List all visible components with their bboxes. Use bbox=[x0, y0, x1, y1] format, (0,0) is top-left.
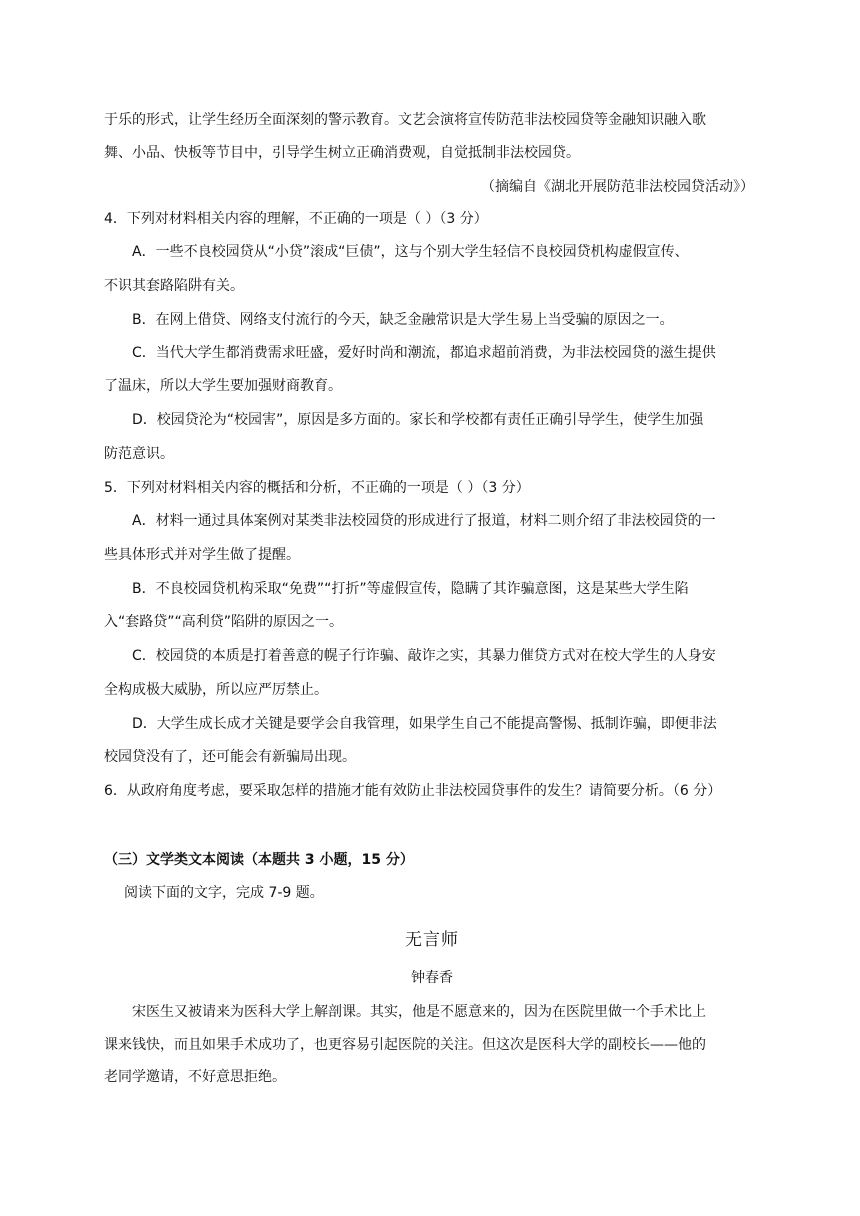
section-heading: （三）文学类文本阅读（本题共 3 小题，15 分） bbox=[104, 852, 414, 868]
story-paragraph-line: 宋医生又被请来为医科大学上解剖课。其实，他是不愿意来的，因为在医院里做一个手术比上 bbox=[132, 1004, 706, 1020]
question-6-stem: 6．从政府角度考虑，要采取怎样的措施才能有效防止非法校园贷事件的发生？请简要分析。（6 分） bbox=[104, 783, 722, 799]
article-source: （摘编自《湖北开展防范非法校园贷活动》） bbox=[481, 179, 754, 195]
question-5-option-c-cont: 全构成极大威胁，所以应严厉禁止。 bbox=[104, 682, 328, 698]
question-4-option-c: C．当代大学生都消费需求旺盛，爱好时尚和潮流，都追求超前消费，为非法校园贷的滋生提供 bbox=[132, 345, 716, 361]
question-4-option-d-cont: 防范意识。 bbox=[104, 446, 174, 462]
question-5-option-a-cont: 些具体形式并对学生做了提醒。 bbox=[104, 547, 300, 563]
question-5-option-b: B．不良校园贷机构采取“免费”“打折”等虚假宣传，隐瞒了其诈骗意图，这是某些大学生陷 bbox=[132, 581, 689, 597]
question-5-option-b-cont: 入“套路贷”“高利贷”陷阱的原因之一。 bbox=[104, 614, 344, 630]
question-5-option-d: D．大学生成长成才关键是要学会自我管理，如果学生自己不能提高警惕、抵制诈骗，即便非法 bbox=[132, 716, 717, 732]
question-5-option-c: C．校园贷的本质是打着善意的幌子行诈骗、敲诈之实，其暴力催贷方式对在校大学生的人身安 bbox=[132, 648, 716, 664]
article-text-line: 舞、小品、快板等节目中，引导学生树立正确消费观，自觉抵制非法校园贷。 bbox=[104, 145, 580, 161]
question-4-stem: 4．下列对材料相关内容的理解，不正确的一项是（ ）（3 分） bbox=[104, 211, 488, 227]
question-5-stem: 5．下列对材料相关内容的概括和分析，不正确的一项是（ ）（3 分） bbox=[104, 480, 530, 496]
question-4-option-a-cont: 不识其套路陷阱有关。 bbox=[104, 278, 244, 294]
story-paragraph-line: 老同学邀请，不好意思拒绝。 bbox=[104, 1069, 286, 1085]
story-title: 无言师 bbox=[405, 930, 459, 950]
question-5-option-d-cont: 校园贷没有了，还可能会有新骗局出现。 bbox=[104, 749, 356, 765]
story-author: 钟春香 bbox=[411, 970, 453, 986]
question-4-option-a: A．一些不良校园贷从“小贷”滚成“巨债”，这与个别大学生轻信不良校园贷机构虚假宣传、 bbox=[132, 244, 689, 260]
question-4-option-c-cont: 了温床，所以大学生要加强财商教育。 bbox=[104, 378, 342, 394]
question-4-option-b: B．在网上借贷、网络支付流行的今天，缺乏金融常识是大学生易上当受骗的原因之一。 bbox=[132, 312, 674, 328]
reading-instruction: 阅读下面的文字，完成 7-9 题。 bbox=[124, 885, 324, 901]
question-5-option-a: A．材料一通过具体案例对某类非法校园贷的形成进行了报道，材料二则介绍了非法校园贷的一 bbox=[132, 513, 716, 529]
story-paragraph-line: 课来钱快，而且如果手术成功了，也更容易引起医院的关注。但这次是医科大学的副校长——他的 bbox=[104, 1037, 706, 1053]
article-text-line: 于乐的形式，让学生经历全面深刻的警示教育。文艺会演将宣传防范非法校园贷等金融知识融入歌 bbox=[104, 112, 706, 128]
question-4-option-d: D．校园贷沦为“校园害”，原因是多方面的。家长和学校都有责任正确引导学生，使学生加强 bbox=[132, 412, 704, 428]
